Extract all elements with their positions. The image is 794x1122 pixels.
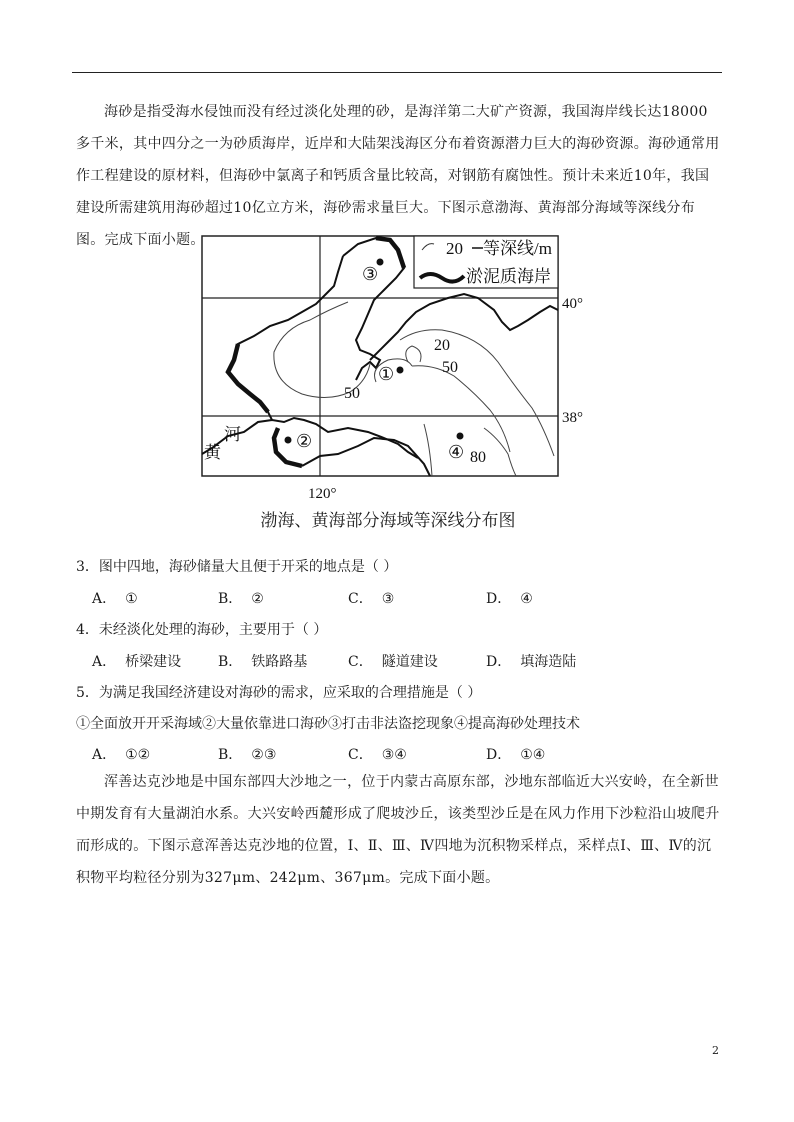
option-key: D． xyxy=(486,654,512,670)
passage-hunshandake: 浑善达克沙地是中国东部四大沙地之一，位于内蒙古高原东部，沙地东部临近大兴安岭，在全新世中期发育有大量湖泊水系。大兴安岭西麓形成了爬坡沙丘，该类型沙丘是在风力作用下沙粒沿山坡爬升而形成的。下图示意浑善达克沙地的位置，Ⅰ、Ⅱ、Ⅲ、Ⅳ四地为沉积物采样点，采样点Ⅰ、Ⅲ、Ⅳ的沉积物平均粒径分别为327μm、242μm、367μm。完成下面小题。 xyxy=(76,774,720,886)
river-label-he: 河 xyxy=(224,425,241,444)
option-key: C． xyxy=(348,654,373,670)
question-3-stem: 3．图中四地，海砂储量大且便于开采的地点是（ ） xyxy=(76,559,398,575)
depth-label-50: 50 xyxy=(344,385,360,402)
depth-label-20: 20 xyxy=(434,337,450,354)
option-key: B． xyxy=(218,747,243,763)
header-rule xyxy=(72,72,722,73)
option-b[interactable] xyxy=(218,589,264,609)
site-2-dot xyxy=(285,437,292,444)
contour-inner xyxy=(406,346,421,362)
site-1-dot xyxy=(397,367,404,374)
site-2-label: ② xyxy=(296,431,313,451)
option-key: A． xyxy=(92,747,117,763)
depth-label-80: 80 xyxy=(470,449,486,466)
site-3-label: ③ xyxy=(362,264,379,284)
option-text: ③ xyxy=(381,591,395,607)
option-key: C． xyxy=(348,747,373,763)
option-c[interactable] xyxy=(348,745,407,765)
river-label-huang: 黄 xyxy=(204,443,221,462)
option-a[interactable] xyxy=(92,745,150,765)
option-d[interactable] xyxy=(486,745,545,765)
option-d[interactable] xyxy=(486,652,576,672)
option-key: D． xyxy=(486,591,512,607)
page-number: 2 xyxy=(712,1044,719,1057)
option-b[interactable] xyxy=(218,652,307,672)
option-text: ②③ xyxy=(251,747,277,763)
option-c[interactable] xyxy=(348,589,394,609)
option-text: 隧道建设 xyxy=(381,654,438,670)
bohai-yellow-sea-depth-map xyxy=(198,232,583,504)
passage-sea-sand: 海砂是指受海水侵蚀而没有经过淡化处理的砂，是海洋第二大矿产资源，我国海岸线长达18000多千米，其中四分之一为砂质海岸，近岸和大陆架浅海区分布着资源潜力巨大的海砂资源。海砂通常用作工程建设的原材料，但海砂中氯离子和钙质含量比较高，对钢筋有腐蚀性。预计未来近10年，我国建设所需建筑用海砂超过10亿立方米，海砂需求量巨大。下图示意渤海、黄海部分海域等深线分布图。完成下面小题。 xyxy=(76,104,720,248)
question-4-stem: 4．未经淡化处理的海砂，主要用于（ ） xyxy=(76,622,328,638)
muddy-coast-bohai-west xyxy=(228,344,268,412)
option-key: C． xyxy=(348,591,373,607)
option-text: ①④ xyxy=(520,747,546,763)
legend-contour-label: 等深线/m xyxy=(483,239,552,258)
option-text: ④ xyxy=(520,591,533,607)
contour-80 xyxy=(484,428,516,476)
question-5-stem: 5．为满足我国经济建设对海砂的需求，应采取的合理措施是（ ） xyxy=(76,685,482,701)
option-text: 桥梁建设 xyxy=(125,654,182,670)
legend-contour-value: 20 xyxy=(446,239,463,258)
option-b[interactable] xyxy=(218,745,276,765)
depth-label-50: 50 xyxy=(442,359,458,376)
option-text: 填海造陆 xyxy=(520,654,577,670)
option-text: ① xyxy=(125,591,138,607)
option-c[interactable] xyxy=(348,652,438,672)
site-4-label: ④ xyxy=(448,442,465,462)
option-text: ② xyxy=(251,591,264,607)
lat-label-38: 38° xyxy=(562,410,583,426)
option-a[interactable] xyxy=(92,589,138,609)
site-4-dot xyxy=(457,433,464,440)
option-text: ①② xyxy=(125,747,151,763)
contour-20-bohai xyxy=(274,302,370,398)
option-text: ③④ xyxy=(381,747,407,763)
lon-label-120: 120° xyxy=(308,486,337,502)
question-5-statements: ①全面放开开采海域②大量依靠进口海砂③打击非法盗挖现象④提高海砂处理技术 xyxy=(76,716,580,732)
option-key: B． xyxy=(218,654,243,670)
option-a[interactable] xyxy=(92,652,181,672)
option-key: A． xyxy=(92,654,117,670)
map-caption: 渤海、黄海部分海域等深线分布图 xyxy=(260,511,516,531)
option-key: B． xyxy=(218,591,243,607)
option-key: D． xyxy=(486,747,512,763)
contour-20-yellow xyxy=(400,330,554,456)
lat-label-40: 40° xyxy=(562,296,583,312)
option-d[interactable] xyxy=(486,589,533,609)
option-text: 铁路路基 xyxy=(251,654,308,670)
option-key: A． xyxy=(92,591,117,607)
legend-coast-label: 淤泥质海岸 xyxy=(466,267,551,286)
site-1-label: ① xyxy=(378,364,395,384)
coastline xyxy=(302,438,430,476)
